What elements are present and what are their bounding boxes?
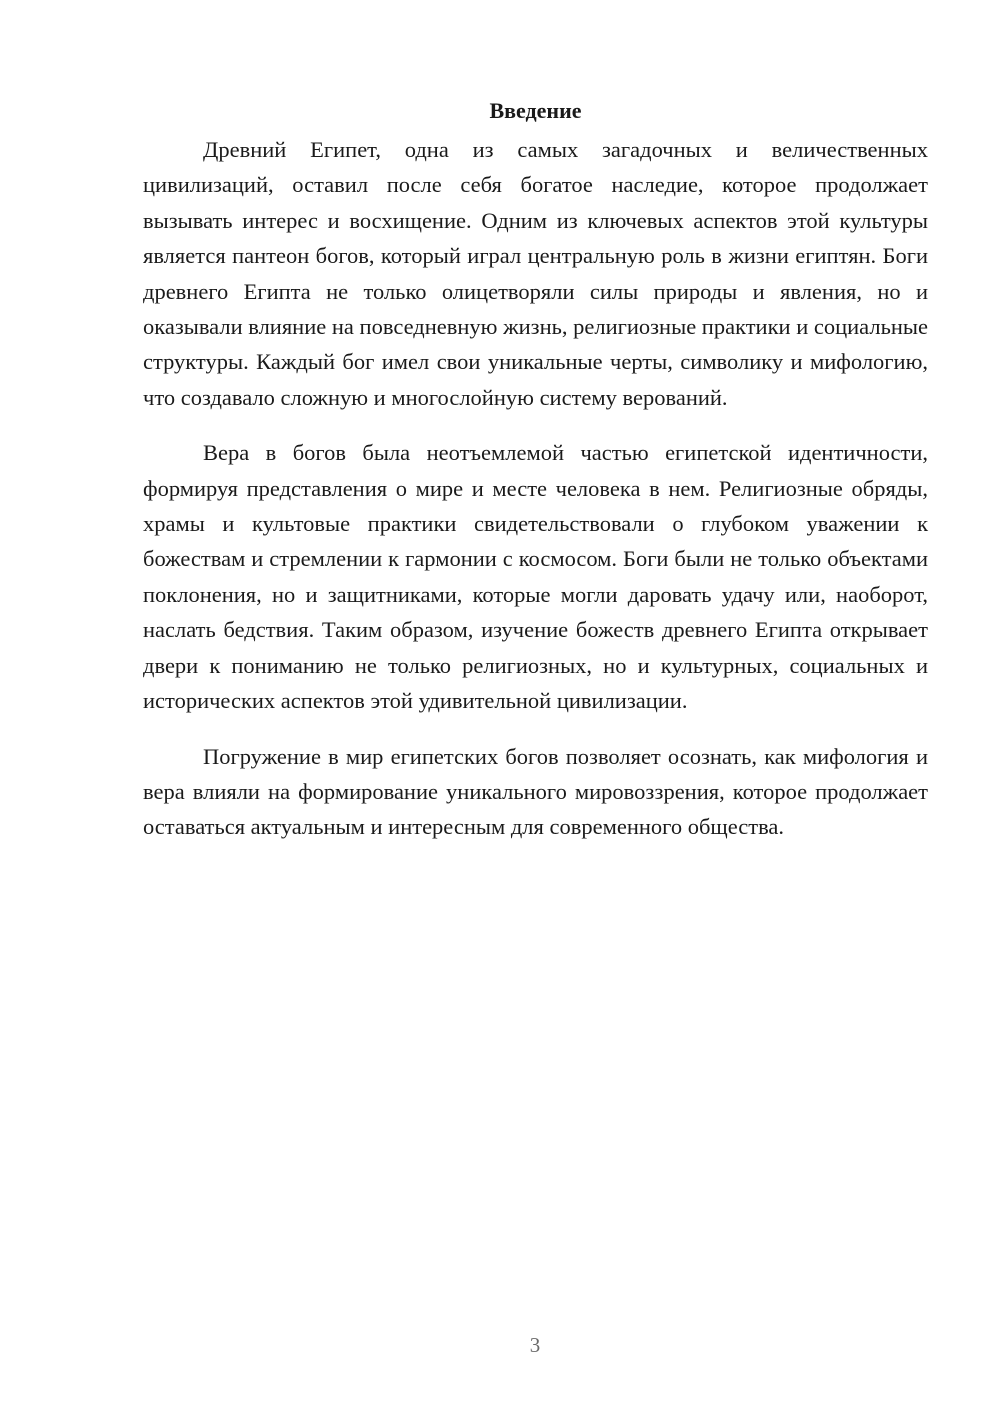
paragraph-3: Погружение в мир египетских богов позволяет осознать, как мифология и вера влияли на формирование уникального мировоззрения, которое продолжает оставаться актуальным и интересным для современного общества.	[143, 743, 928, 840]
paragraph-1: Древний Египет, одна из самых загадочных и величественных цивилизаций, оставил после себя богатое наследие, которое продолжает вызывать интерес и восхищение. Одним из ключевых аспектов этой культуры является пантеон богов, который играл центральную роль в жизни египтян. Боги древнего Египта не только олицетворяли силы природы и явления, но и оказывали влияние на повседневную жизнь, религиозные практики и социальные структуры. Каждый бог имел свои уникальные черты, символику и мифологию, что создавало сложную и многослойную систему верований.	[143, 137, 928, 410]
paragraph-2: Вера в богов была неотъемлемой частью египетской идентичности, формируя представления о мире и месте человека в нем. Религиозные обряды, храмы и культовые практики свидетельствовали о глубоком уважении к божествам и стремлении к гармонии с космосом. Боги были не только объектами поклонения, но и защитниками, которые могли даровать удачу или, наоборот, наслать бедствия. Таким образом, изучение божеств древнего Египта открывает двери к пониманию не только религиозных, но и культурных, социальных и исторических аспектов этой удивительной цивилизации.	[143, 440, 928, 714]
page-content	[143, 95, 928, 865]
page-number: 3	[529, 1333, 541, 1357]
section-heading: Введение	[489, 98, 582, 123]
